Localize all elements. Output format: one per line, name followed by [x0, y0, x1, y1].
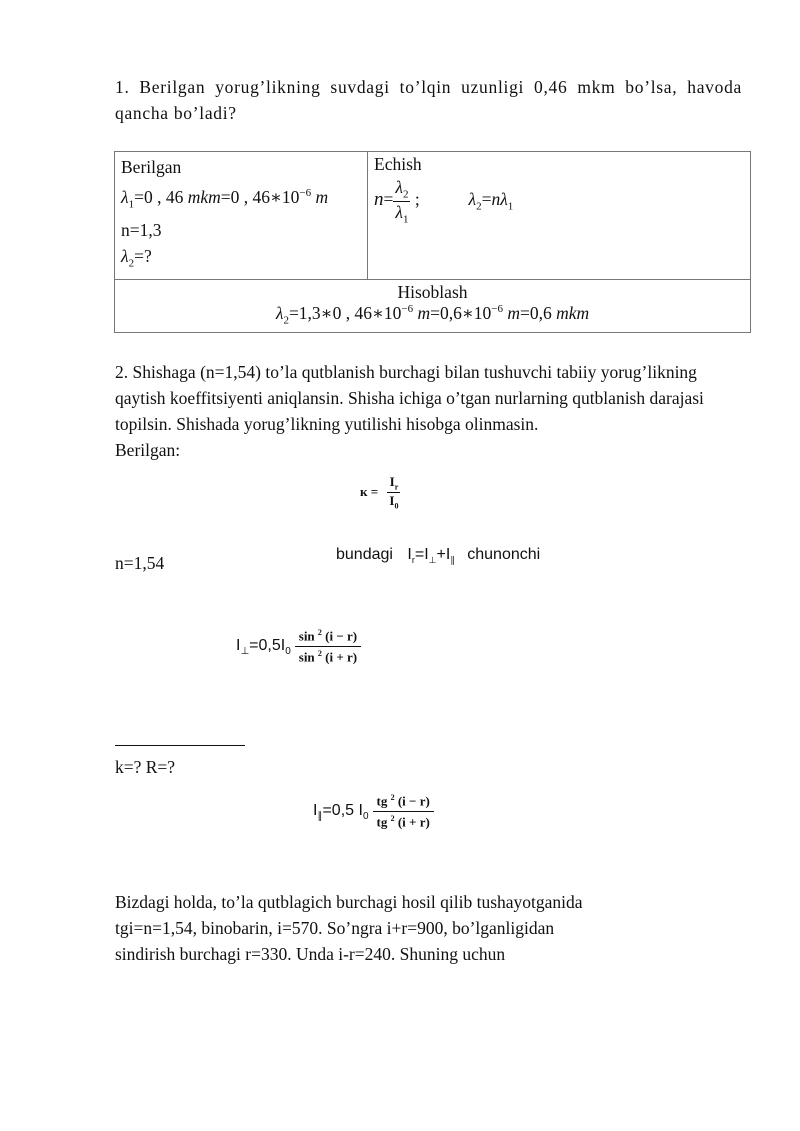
bundagi-word: bundagi — [336, 546, 393, 563]
given-n: n=1,3 — [121, 220, 162, 241]
problem-2-text: 2. Shishaga (n=1,54) to’la qutblanish burchagi bilan tushuvchi tabiiy yorug’likning qaytish koeffitsiyenti aniqlansin. Shisha ichiga o’tgan nurlarning qutblanish darajasi topilsin. Shishada yorug’likning yutilishi hisobga olinmasin. — [115, 362, 704, 434]
given-cell — [115, 152, 368, 280]
echish-formulas: n= $\frac{\lambda_2}{\lambda_1}$ ; $\lambda_2=n\lambda_1$ — [374, 177, 514, 225]
conclusion-line-2: tgi=n=1,54, binobarin, i=570. So’ngra i+r=900, bo’lganligidan — [115, 918, 555, 938]
find-unknowns: k=? R=? — [115, 757, 176, 777]
perpendicular-intensity-formula: $I_\perp=0,5I_0$ $\frac{\sin ^2 (i - r)}{\sin ^2 (i + r)}$ — [236, 628, 361, 666]
echish-label: Echish — [374, 154, 422, 174]
echish-cell — [368, 152, 751, 280]
conclusion-line-3: sindirish burchagi r=330. Unda i-r=240. Shuning uchun — [115, 944, 506, 964]
given-lambda1: $\lambda_1=0$ , 46 mkm=0 , $46∗10^{-6}$ m — [121, 186, 329, 211]
parallel-intensity-formula: $I_\parallel=0,5$ $I_0$ $\frac{tg ^2 (i - r)}{tg ^2 (i + r)}$ — [313, 793, 434, 831]
berilgan-label: Berilgan — [121, 157, 182, 177]
berilgan-2-label: Berilgan: — [115, 440, 181, 460]
solution-table — [114, 151, 751, 333]
separator-line — [115, 745, 245, 746]
unknown-lambda2: $\lambda_2=$? — [121, 246, 152, 270]
problem-1-text: 1. Berilgan yorug’likning suvdagi to’lqin uzunligi 0,46 mkm bo’lsa, havoda qancha bo’ladi? — [115, 77, 742, 123]
hisoblash-cell — [115, 279, 751, 333]
chunonchi-word: chunonchi — [467, 546, 541, 563]
reflection-coefficient-formula: к = $\frac{I_r}{I_0}$ — [360, 474, 399, 511]
hisoblash-formula: $\lambda_2=1,3∗0$ , $46∗10^{-6}$ $m=0,6∗10^{-6}$ m=0,6 mkm — [275, 302, 590, 327]
hisoblash-label: Hisoblash — [397, 281, 468, 302]
given-n-2: n=1,54 — [115, 553, 165, 573]
conclusion-line-1: Bizdagi holda, to’la qutblagich burchagi hosil qilib tushayotganida — [115, 892, 583, 912]
intensity-sum-formula: bundagi $I_r=I_\perp+I_\parallel$ chunonchi — [336, 546, 541, 566]
